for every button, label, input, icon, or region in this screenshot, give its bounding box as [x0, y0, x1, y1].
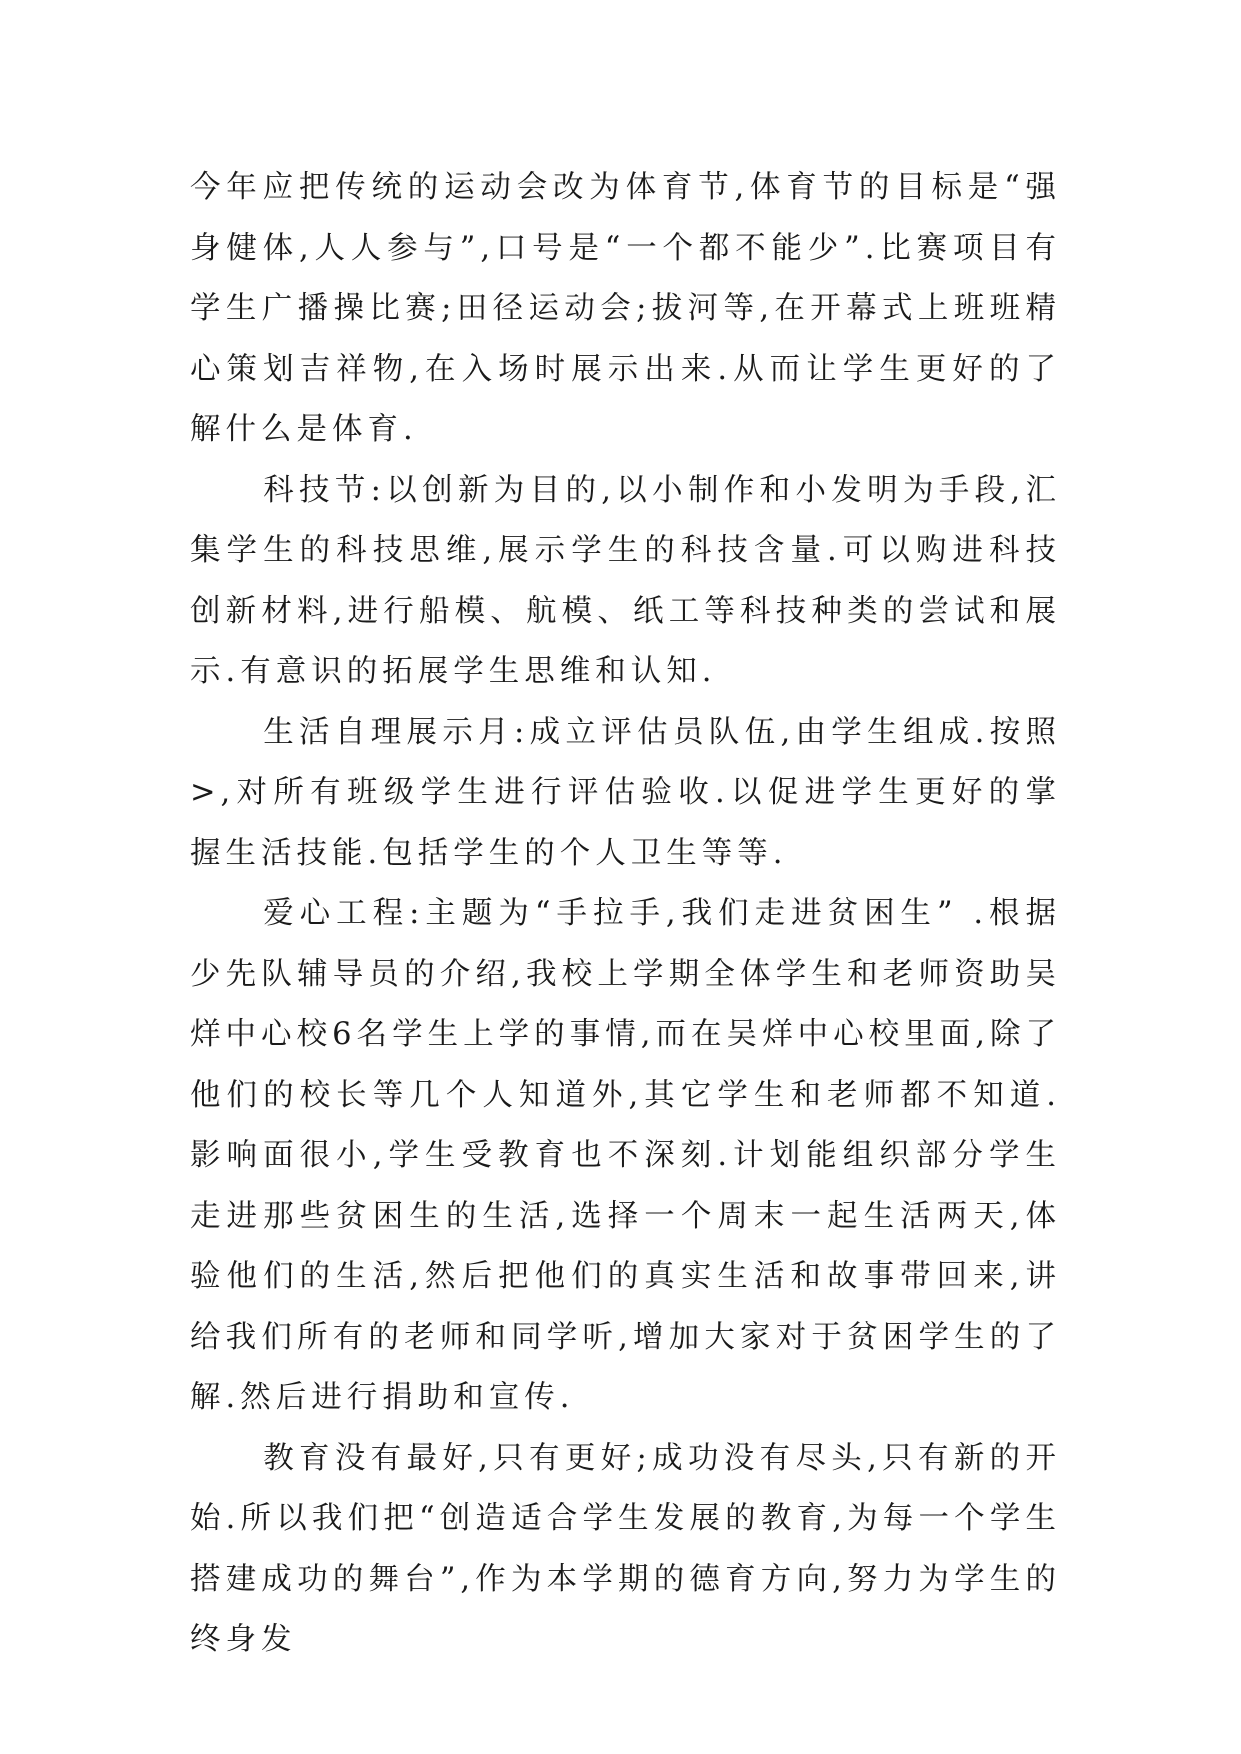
paragraph-love-project: 爱心工程:主题为“手拉手,我们走进贫困生” .根据少先队辅导员的介绍,我校上学期全体学生和老师资助吴烊中心校6名学生上学的事情,而在吴烊中心校里面,除了他们的校长等几个人知道外,其它学生和老师都不知道.影响面很小,学生受教育也不深刻.计划能组织部分学生走进那些贫困生的生活,选择一个周末一起生活两天,体验他们的生活,然后把他们的真实生活和故事带回来,讲给我们所有的老师和同学听,增加大家对于贫困学生的了解.然后进行捐助和宣传. — [190, 896, 1061, 1415]
paragraph-tech-festival: 科技节:以创新为目的,以小制作和小发明为手段,汇集学生的科技思维,展示学生的科技含量.可以购进科技创新材料,进行船模、航模、纸工等科技种类的尝试和展示.有意识的拓展学生思维和认知. — [190, 472, 1061, 689]
paragraph-sports-festival: 今年应把传统的运动会改为体育节,体育节的目标是“强身健体,人人参与”,口号是“一个都不能少”.比赛项目有学生广播操比赛;田径运动会;拔河等,在开幕式上班班精心策划吉祥物,在入场时展示出来.从而让学生更好的了解什么是体育. — [190, 170, 1061, 447]
paragraph-self-care-month: 生活自理展示月:成立评估员队伍,由学生组成.按照>,对所有班级学生进行评估验收.以促进学生更好的掌握生活技能.包括学生的个人卫生等等. — [190, 714, 1061, 871]
paragraph-education-direction: 教育没有最好,只有更好;成功没有尽头,只有新的开始.所以我们把“创造适合学生发展的教育,为每一个学生搭建成功的舞台”,作为本学期的德育方向,努力为学生的终身发 — [190, 1440, 1061, 1657]
